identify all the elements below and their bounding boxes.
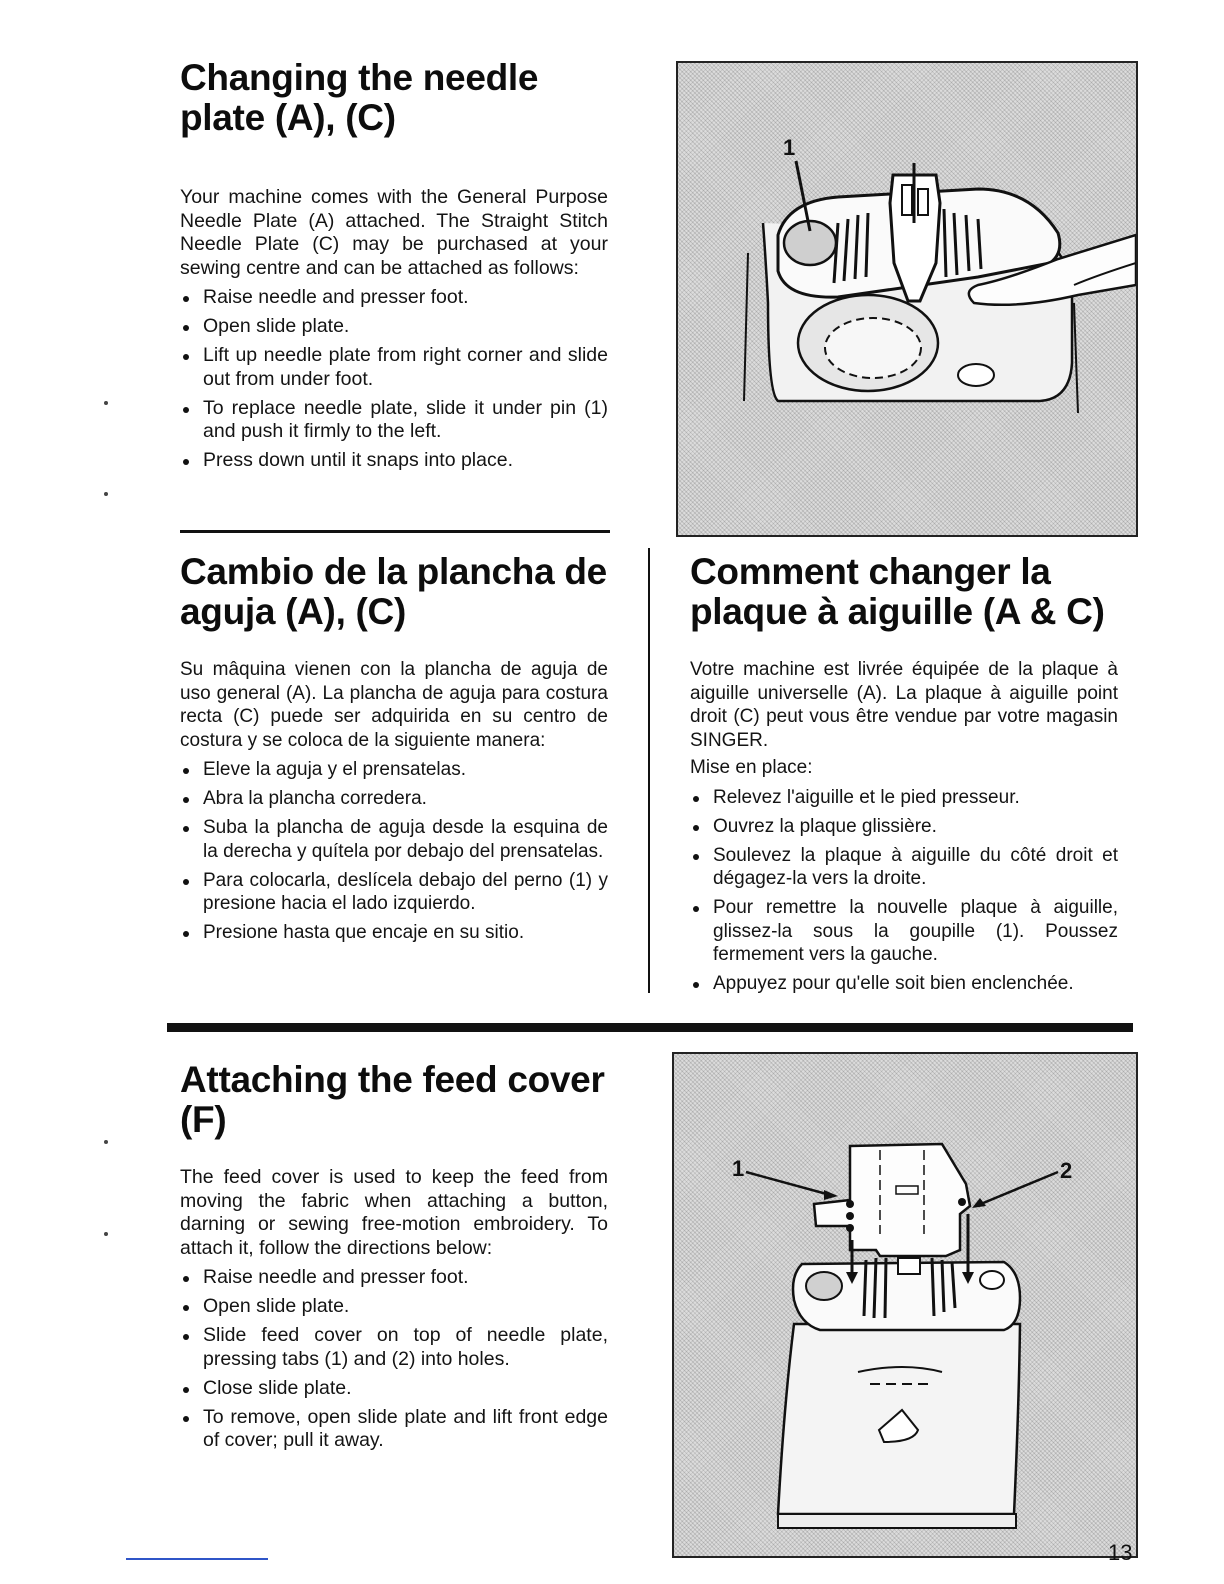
scan-edge-line	[126, 1558, 268, 1560]
needle-plate-title-spanish: Cambio de la plancha de aguja (A), (C)	[180, 551, 607, 632]
feed-cover-label-2: 2	[1060, 1158, 1073, 1183]
feed-cover-label-1: 1	[732, 1156, 745, 1181]
feed-cover-intro: The feed cover is used to keep the feed from moving the fabric when attaching a button, darning or sewing free-motion embroidery. To attach it, follow the directions below:	[180, 1166, 608, 1259]
section-needle-plate-french	[690, 552, 1118, 1001]
column-divider	[648, 548, 650, 993]
list-item: Ouvrez la plaque glissière.	[690, 815, 1118, 839]
needle-plate-illustration	[676, 61, 1138, 537]
list-item: Raise needle and presser foot.	[180, 1266, 608, 1290]
feed-cover-steps	[180, 1266, 608, 1453]
margin-dot	[104, 1140, 108, 1144]
margin-dot	[104, 492, 108, 496]
feed-cover-illustration	[672, 1052, 1138, 1558]
needle-plate-subheading-french: Mise en place:	[690, 757, 813, 778]
needle-plate-steps-spanish	[180, 758, 608, 945]
needle-plate-drawing	[678, 63, 1136, 535]
section-divider	[180, 530, 610, 533]
needle-plate-title-french: Comment changer la plaque à aiguille (A & C)	[690, 551, 1105, 632]
needle-plate-title-english: Changing the needle plate (A), (C)	[180, 57, 539, 138]
list-item: Raise needle and presser foot.	[180, 286, 608, 310]
margin-dot	[104, 401, 108, 405]
needle-plate-intro-french: Votre machine est livrée équipée de la plaque à aiguille universelle (A). La plaque à aiguille point droit (C) peut vous être vendue par votre magasin SINGER.	[690, 659, 1118, 751]
list-item: Eleve la aguja y el prensatelas.	[180, 758, 608, 782]
page-number: 13	[1108, 1540, 1133, 1565]
list-item: Suba la plancha de aguja desde la esquina de la derecha y quítela por debajo del prensatelas.	[180, 816, 608, 863]
section-needle-plate-english	[180, 58, 608, 478]
list-item: Lift up needle plate from right corner and slide out from under foot.	[180, 344, 608, 391]
feed-cover-title: Attaching the feed cover (F)	[180, 1059, 605, 1140]
list-item: Pour remettre la nouvelle plaque à aiguille, glissez-la sous la goupille (1). Poussez fermement vers la gauche.	[690, 896, 1118, 967]
feed-cover-drawing	[674, 1054, 1136, 1556]
margin-dot	[104, 1232, 108, 1236]
needle-plate-steps-english	[180, 286, 608, 473]
list-item: Presione hasta que encaje en su sitio.	[180, 921, 608, 945]
list-item: Para colocarla, deslícela debajo del perno (1) y presione hacia el lado izquierdo.	[180, 869, 608, 916]
list-item: Press down until it snaps into place.	[180, 449, 608, 473]
list-item: Close slide plate.	[180, 1377, 608, 1401]
list-item: Open slide plate.	[180, 315, 608, 339]
needle-plate-intro-spanish: Su mâquina vienen con la plancha de aguja de uso general (A). La plancha de aguja para costura recta (C) puede ser adquirida en su centro de costura y se coloca de la siguiente manera:	[180, 659, 608, 751]
list-item: To remove, open slide plate and lift front edge of cover; pull it away.	[180, 1406, 608, 1453]
list-item: Soulevez la plaque à aiguille du côté droit et dégagez-la vers la droite.	[690, 844, 1118, 891]
list-item: Relevez l'aiguille et le pied presseur.	[690, 786, 1118, 810]
needle-plate-label-1: 1	[783, 135, 796, 160]
section-feed-cover	[180, 1060, 608, 1458]
list-item: Slide feed cover on top of needle plate, pressing tabs (1) and (2) into holes.	[180, 1324, 608, 1371]
list-item: Appuyez pour qu'elle soit bien enclenchée.	[690, 972, 1118, 996]
needle-plate-steps-french	[690, 786, 1118, 996]
list-item: Abra la plancha corredera.	[180, 787, 608, 811]
needle-plate-intro-english: Your machine comes with the General Purpose Needle Plate (A) attached. The Straight Stitch Needle Plate (C) may be purchased at your sewing centre and can be attached as follows:	[180, 186, 608, 279]
section-needle-plate-spanish	[180, 552, 608, 950]
major-divider	[167, 1023, 1133, 1032]
list-item: Open slide plate.	[180, 1295, 608, 1319]
list-item: To replace needle plate, slide it under pin (1) and push it firmly to the left.	[180, 397, 608, 444]
